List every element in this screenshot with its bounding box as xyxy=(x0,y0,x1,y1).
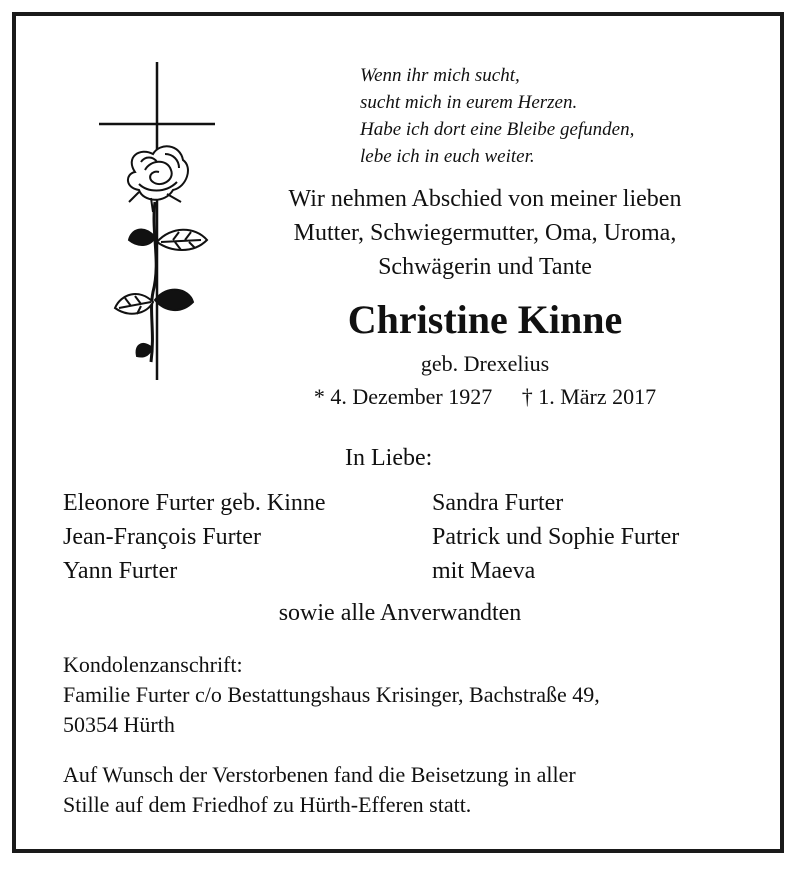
farewell-intro xyxy=(180,182,790,284)
birth-date: * 4. Dezember 1927 xyxy=(313,384,493,409)
condolence-address xyxy=(63,650,600,740)
mourner-name: Eleonore Furter geb. Kinne xyxy=(63,490,326,516)
mourner-name: Sandra Furter xyxy=(432,490,564,516)
relatives-line: sowie alle Anverwandten xyxy=(278,600,522,626)
burial-line: Auf Wunsch der Verstorbenen fand die Beisetzung in aller xyxy=(63,762,576,787)
poem xyxy=(360,62,634,170)
burial-note xyxy=(63,760,576,820)
intro-line: Wir nehmen Abschied von meiner lieben xyxy=(288,186,682,212)
poem-line: Habe ich dort eine Bleibe gefunden, xyxy=(360,119,635,140)
mourner-name: mit Maeva xyxy=(432,558,536,584)
condolence-line: 50354 Hürth xyxy=(63,712,175,737)
poem-line: Wenn ihr mich sucht, xyxy=(360,65,520,86)
mourners-right-column xyxy=(432,486,679,588)
condolence-line: Familie Furter c/o Bestattungshaus Krisinger, Bachstraße 49, xyxy=(63,682,600,707)
mourners-heading: In Liebe: xyxy=(345,445,433,471)
life-dates xyxy=(180,382,790,412)
mourner-name: Jean-François Furter xyxy=(63,524,261,550)
mourner-name: Yann Furter xyxy=(63,558,178,584)
birth-name: geb. Drexelius xyxy=(420,351,550,376)
burial-line: Stille auf dem Friedhof zu Hürth-Efferen statt. xyxy=(63,792,472,817)
mourners-left-column xyxy=(63,486,326,588)
intro-line: Mutter, Schwiegermutter, Oma, Uroma, xyxy=(293,220,677,246)
intro-line: Schwägerin und Tante xyxy=(378,254,592,280)
mourner-name: Patrick und Sophie Furter xyxy=(432,524,680,550)
condolence-label: Kondolenzanschrift: xyxy=(63,652,243,677)
poem-line: lebe ich in euch weiter. xyxy=(360,146,535,167)
deceased-name: Christine Kinne xyxy=(347,297,623,342)
death-date: † 1. März 2017 xyxy=(521,384,657,409)
poem-line: sucht mich in eurem Herzen. xyxy=(360,92,578,113)
